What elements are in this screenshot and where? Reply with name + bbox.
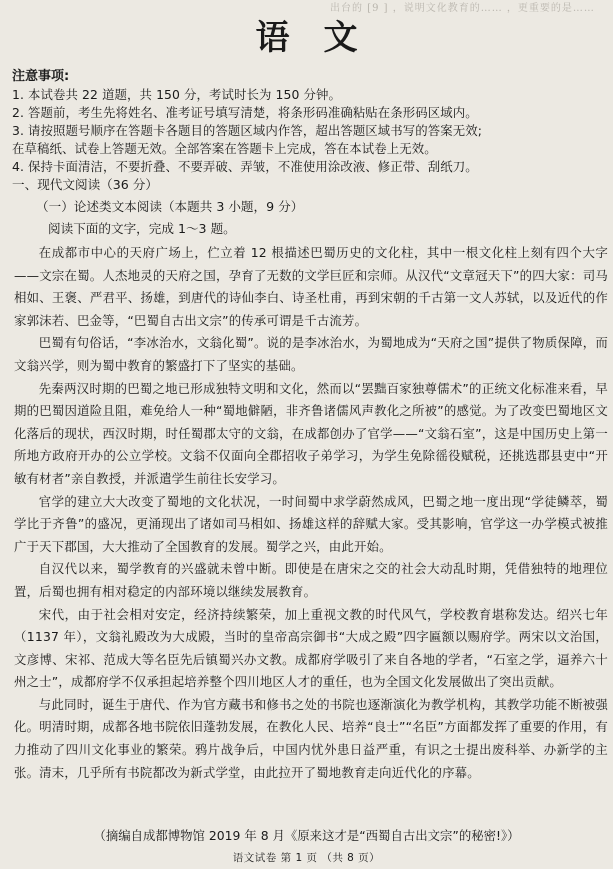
notice-item: 3. 请按照题号顺序在答题卡各题目的答题区域内作答，超出答题区域书写的答案无效; [12, 123, 482, 138]
passage-paragraph: 先秦两汉时期的巴蜀之地已形成独特文明和文化，然而以“罢黜百家独尊儒术”的正统文化标准来看，早期的巴蜀因道险且阻，难免给人一种“蜀地僻陋，非齐鲁诸儒风声教化之所被”的感觉。为了改变巴蜀地区文化落后的现状，西汉时期，时任蜀郡太守的文翁，在成都创办了官学——“文翁石室”，这是中国历史上第一所地方政府开办的公立学校。文翁不仅面向全郡招收子弟学习，为学生免除徭役赋税，还挑选郡县吏中“开敏有材者”亲自教授，并派遣学生前往长安学习。 [14, 380, 609, 486]
passage-body [14, 242, 608, 784]
passage-paragraph: 宋代，由于社会相对安定，经济持续繁荣，加上重视文教的时代风气，学校教育堪称发达。绍兴七年（1137 年），文翁礼殿改为大成殿，当时的皇帝高宗御书“大成之殿”四字匾额以赐府学。两宋以文治国，文彦博、宋祁、范成大等名臣先后镇蜀兴办文教。成都府学吸引了来自各地的学者，“石室之学，逼养六十州之士”，成都府学不仅承担起培养整个四川地区人才的重任，也为全国文化发展做出了突出贡献。 [14, 606, 608, 690]
page-footer: 语文试卷 第 1 页 （共 8 页） [232, 852, 381, 864]
notice-item: 4. 保持卡面清洁，不要折叠、不要弄破、弄皱，不准使用涂改液、修正带、刮纸刀。 [12, 159, 478, 174]
page-title: 语文 [255, 18, 392, 58]
reading-instruction: 阅读下面的文字，完成 1～3 题。 [48, 221, 236, 236]
passage-paragraph: 与此同时，诞生于唐代、作为官方藏书和修书之处的书院也逐渐演化为教学机构，其教学功能不断被强化。明清时期，成都各地书院依旧蓬勃发展，在教化人民、培养“良士”“名臣”方面都发挥了重要的作用，有力推动了四川文化事业的繁荣。鸦片战争后，中国内忧外患日益严重，有识之士提出废科举、办新学的主张。清末，几乎所有书院都改为新式学堂，由此拉开了蜀地教育走向近代化的序幕。 [14, 696, 608, 780]
passage-paragraph: 巴蜀有句俗话，“李冰治水，文翁化蜀”。说的是李冰治水，为蜀地成为“天府之国”提供了物质保障，而文翁兴学，则为蜀中教育的繁盛打下了坚实的基础。 [14, 335, 608, 373]
section-heading: 一、现代文阅读（36 分） [12, 177, 158, 192]
passage-paragraph: 官学的建立大大改变了蜀地的文化状况，一时间蜀中求学蔚然成风，巴蜀之地一度出现“学徒鳞萃，蜀学比于齐鲁”的盛况，更涌现出了诸如司马相如、扬雄这样的辞赋大家。受其影响，官学这一办学模式被推广于天下郡国，大大推动了全国教育的发展。蜀学之兴，由此开始。 [14, 493, 608, 554]
subsection-heading: （一）论述类文本阅读（本题共 3 小题，9 分） [36, 199, 304, 214]
notice-item: 2. 答题前，考生先将姓名、准考证号填写清楚，将条形码准确粘贴在条形码区域内。 [12, 105, 478, 120]
bleed-through-text: 出台的 [9 ] ，说明文化教育的…… ，更重要的是…… [330, 3, 595, 14]
notice-item: 1. 本试卷共 22 道题，共 150 分，考试时长为 150 分钟。 [12, 87, 341, 102]
notice-item: 在草稿纸、试卷上答题无效。全部答案在答题卡上完成，答在本试卷上无效。 [12, 141, 437, 156]
passage-paragraph: 自汉代以来，蜀学教育的兴盛就未曾中断。即使是在唐宋之交的社会大动乱时期，凭借独特的地理位置，后蜀也拥有相对稳定的内部环境以继续发展教育。 [14, 561, 608, 599]
notice-heading: 注意事项: [12, 69, 70, 84]
source-citation: （摘编自成都博物馆 2019 年 8 月《原来这才是“西蜀自古出文宗”的秘密!》） [93, 828, 520, 843]
passage-paragraph: 在成都市中心的天府广场上，伫立着 12 根描述巴蜀历史的文化柱，其中一根文化柱上刻有四个大字——文宗在蜀。人杰地灵的天府之国，孕育了无数的文学巨匠和宗师。从汉代“文章冠天下”的四大家：司马相如、王褒、严君平、扬雄，到唐代的诗仙李白、诗圣杜甫，再到宋朝的千古第一文人苏轼，以及近代的作家郭沫若、巴金等，“巴蜀自古出文宗”的传承可谓是千古流芳。 [14, 245, 608, 328]
notice-block [12, 68, 608, 176]
